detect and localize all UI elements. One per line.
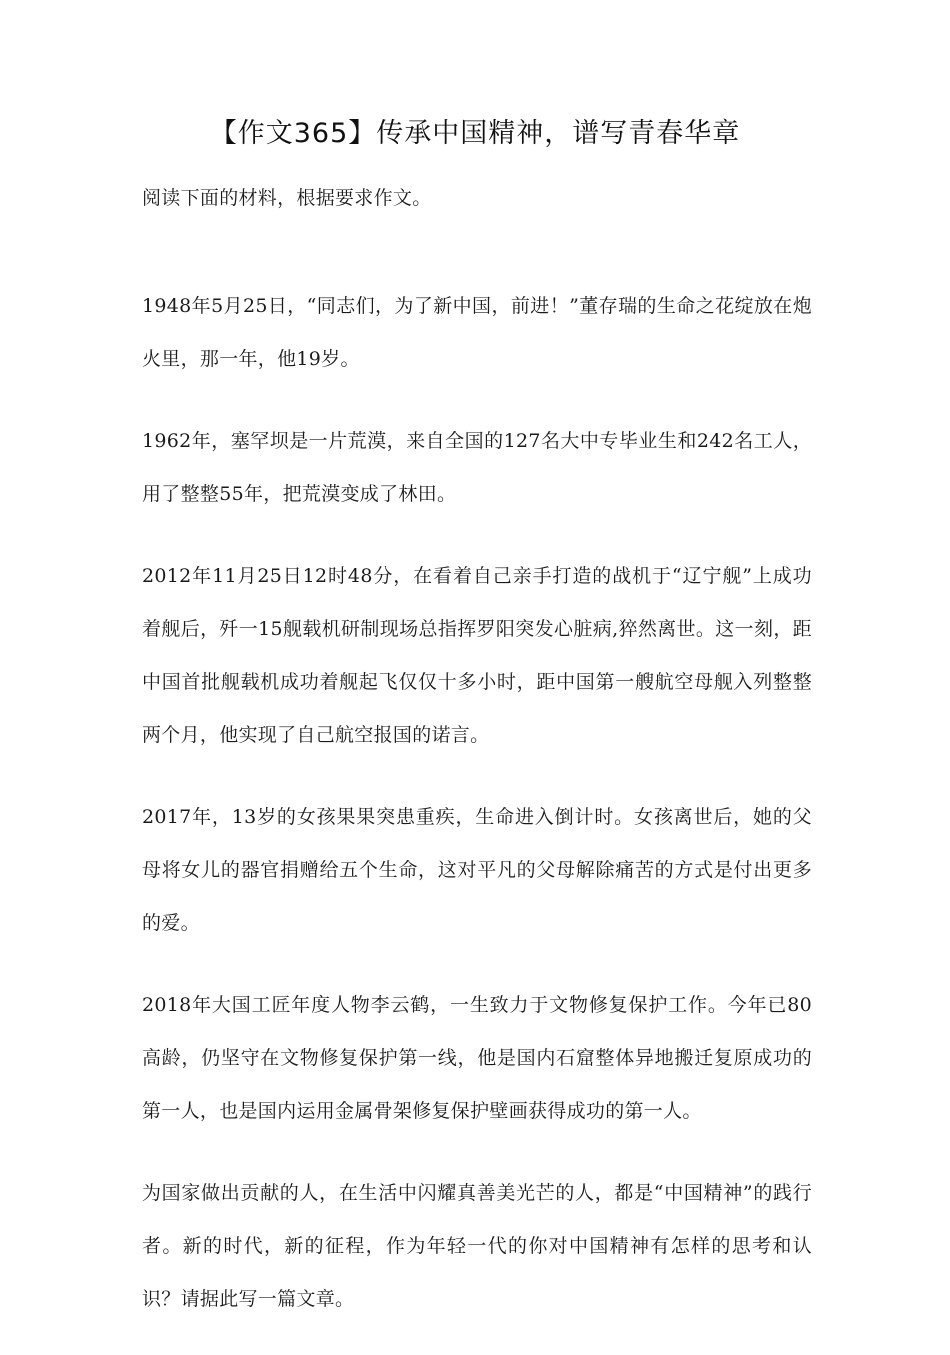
document-body	[142, 180, 812, 1355]
paragraph-prompt: 为国家做出贡献的人，在生活中闪耀真善美光芒的人，都是“中国精神”的践行者。新的时代，新的征程，作为年轻一代的你对中国精神有怎样的思考和认识？请据此写一篇文章。	[142, 1182, 812, 1310]
paragraph-instruction: 阅读下面的材料，根据要求作文。	[142, 187, 432, 209]
document-title: 【作文365】传承中国精神，谱写青春华章	[209, 118, 741, 149]
paragraph-2018: 2018年大国工匠年度人物李云鹤，一生致力于文物修复保护工作。今年已80高龄，仍坚守在文物修复保护第一线，他是国内石窟整体异地搬迁复原成功的第一人，也是国内运用金属骨架修复保护壁画获得成功的第一人。	[142, 994, 812, 1122]
paragraph-2017: 2017年，13岁的女孩果果突患重疾，生命进入倒计时。女孩离世后，她的父母将女儿的器官捐赠给五个生命，这对平凡的父母解除痛苦的方式是付出更多的爱。	[142, 806, 812, 934]
paragraph-1962: 1962年，塞罕坝是一片荒漠，来自全国的127名大中专毕业生和242名工人，用了整整55年，把荒漠变成了林田。	[142, 430, 812, 505]
paragraph-1948: 1948年5月25日，“同志们，为了新中国，前进！”董存瑞的生命之花绽放在炮火里，那一年，他19岁。	[142, 295, 812, 370]
paragraph-2012: 2012年11月25日12时48分，在看着自己亲手打造的战机于“辽宁舰”上成功着舰后，歼一15舰载机研制现场总指挥罗阳突发心脏病,猝然离世。这一刻，距中国首批舰载机成功着舰起飞仅仅十多小时，距中国第一艘航空母舰入列整整两个月，他实现了自己航空报国的诺言。	[142, 565, 812, 746]
